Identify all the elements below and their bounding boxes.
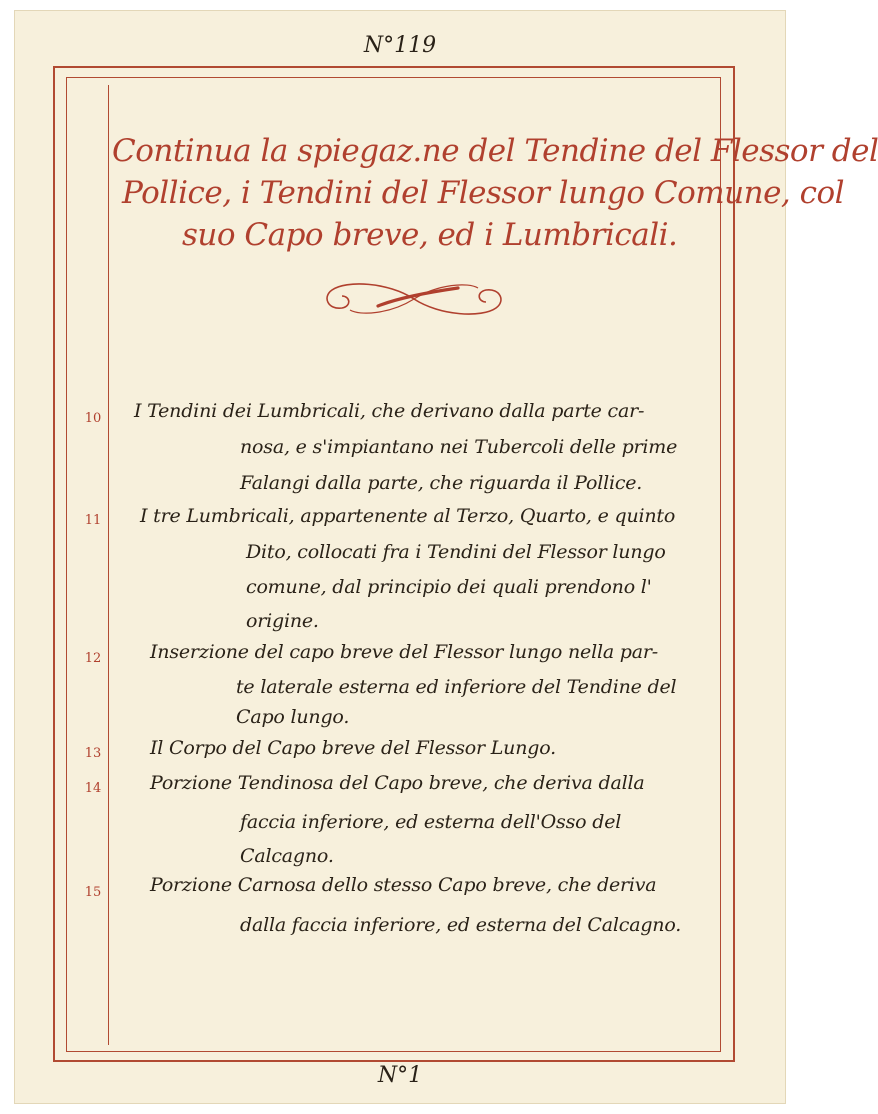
footer-mark: N°1 (377, 1063, 423, 1088)
title-line: Pollice, i Tendini del Flessor lungo Comune, col (122, 175, 845, 211)
entry-line: Porzione Tendinosa del Capo breve, che deriva dalla (150, 772, 645, 794)
entry-line: nosa, e s'impiantano nei Tubercoli delle prime (240, 436, 678, 458)
entry-line: Capo lungo. (236, 706, 350, 728)
entry-number: 11 (84, 513, 102, 528)
entry-number: 10 (84, 411, 102, 426)
entry-line: I Tendini dei Lumbricali, che derivano dalla parte car- (134, 400, 645, 422)
entry-line: Calcagno. (240, 845, 334, 867)
page-number: N°119 (363, 33, 437, 58)
entry-number: 12 (84, 651, 102, 666)
margin-rule (108, 85, 109, 1045)
entry-line: I tre Lumbricali, appartenente al Terzo, Quarto, e quinto (140, 505, 676, 527)
entry-line: Inserzione del capo breve del Flessor lungo nella par- (150, 641, 658, 663)
entry-number: 15 (84, 885, 102, 900)
page-title (112, 130, 878, 256)
entry-line: Il Corpo del Capo breve del Flessor Lungo. (150, 737, 556, 759)
entry-line: Porzione Carnosa dello stesso Capo breve, che deriva (150, 874, 657, 896)
entry-line: faccia inferiore, ed esterna dell'Osso del (240, 811, 622, 833)
entry-number: 14 (84, 781, 102, 796)
entry-line: Dito, collocati fra i Tendini del Flessor lungo (246, 541, 666, 563)
title-line: Continua la spiegaz.ne del Tendine del Flessor del (112, 133, 878, 169)
calligraphic-flourish (318, 276, 510, 322)
entry-line: origine. (246, 610, 319, 632)
title-line: suo Capo breve, ed i Lumbricali. (182, 217, 678, 253)
entry-line: comune, dal principio dei quali prendono l' (246, 576, 652, 598)
entry-line: te laterale esterna ed inferiore del Tendine del (236, 676, 677, 698)
entry-line: dalla faccia inferiore, ed esterna del Calcagno. (240, 914, 682, 936)
entry-line: Falangi dalla parte, che riguarda il Pollice. (240, 472, 643, 494)
entry-number: 13 (84, 746, 102, 761)
